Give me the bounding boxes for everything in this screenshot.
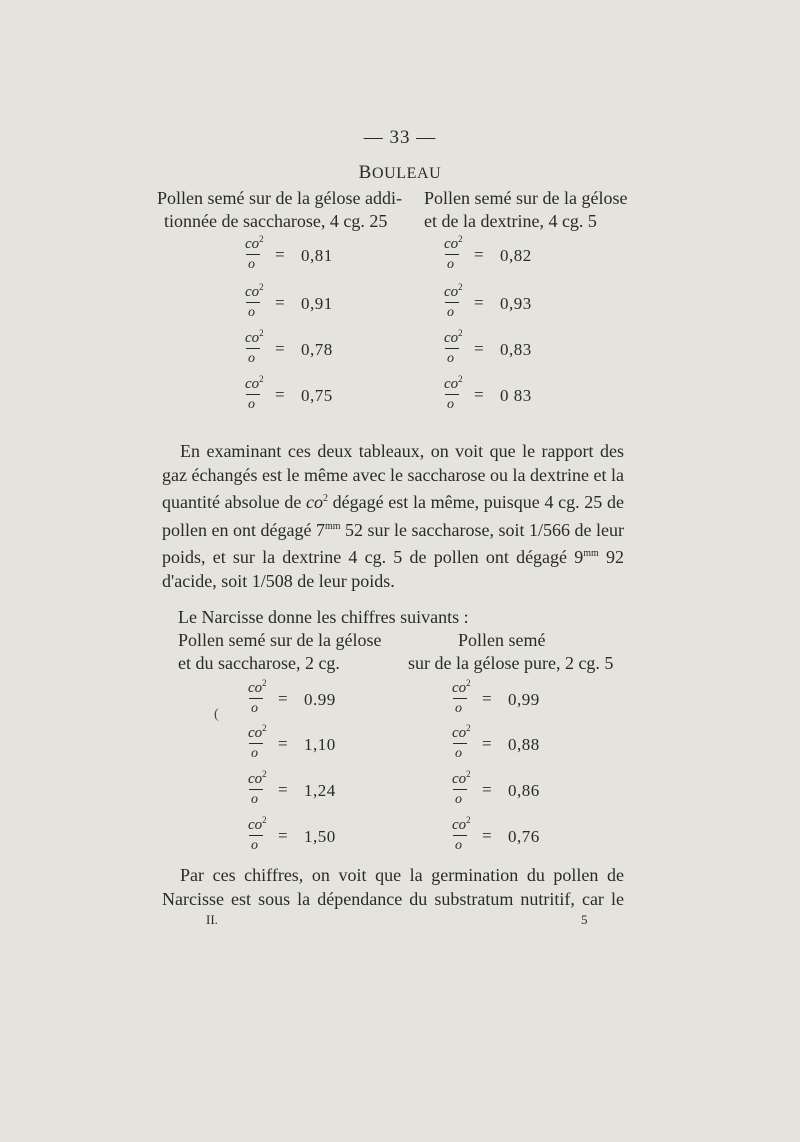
section-title-rest: OULEAU <box>371 165 442 182</box>
fraction-bar <box>453 835 467 836</box>
ratio-numerator: $co^2$ <box>452 769 471 787</box>
header-line: Pollen semé sur de la gélose addi- <box>157 188 402 208</box>
ratio-row <box>248 680 378 726</box>
fraction-bar <box>453 698 467 699</box>
ratio-denominator: o <box>447 351 454 366</box>
ratio-numerator: $co^2$ <box>245 234 264 252</box>
text-line: quantité absolue de $co^2$ dégagé est la même, puisque 4 cg. 25 de <box>162 492 624 512</box>
fraction-bar <box>453 743 467 744</box>
ratio-denominator: o <box>251 746 258 761</box>
equals-sign: = <box>275 293 285 312</box>
page-number: — 33 — <box>363 127 437 148</box>
ratio-value: 0,81 <box>301 246 333 265</box>
narcisse-right-header <box>408 629 613 675</box>
ratio-value: 0.99 <box>304 690 336 709</box>
ratio-value: 1,50 <box>304 827 336 846</box>
equals-sign: = <box>278 826 288 845</box>
fraction-bar <box>249 698 263 699</box>
text-line: poids, et sur la dextrine 4 cg. 5 de pollen ont dégagé $9^{mm}$ 92 <box>162 547 625 567</box>
equals-sign: = <box>278 689 288 708</box>
narcisse-intro: Le Narcisse donne les chiffres suivants : <box>178 607 469 627</box>
ratio-denominator: o <box>455 838 462 853</box>
section-title-initial: B <box>358 162 372 183</box>
ratio-row <box>245 330 375 376</box>
fraction-bar <box>246 302 260 303</box>
ratio-denominator: o <box>455 701 462 716</box>
ratio-row <box>245 376 375 422</box>
equals-sign: = <box>278 734 288 753</box>
ratio-denominator: o <box>251 792 258 807</box>
text-line: Narcisse est sous la dépendance du substratum nutritif, car le <box>162 888 624 909</box>
signature-number: 5 <box>581 912 588 927</box>
ratio-denominator: o <box>447 397 454 412</box>
ratio-row <box>444 236 574 282</box>
equals-sign: = <box>482 734 492 753</box>
header-line: Pollen semé <box>458 630 546 650</box>
signature-mark: II. <box>206 912 218 927</box>
text-line: gaz échangés est le même avec le saccharose ou la dextrine et la <box>162 464 624 485</box>
equals-sign: = <box>474 245 484 264</box>
ratio-value: 0,93 <box>500 294 532 313</box>
equals-sign: = <box>482 826 492 845</box>
paragraph-narcisse <box>162 864 624 911</box>
equals-sign: = <box>275 385 285 404</box>
ratio-value: 1,24 <box>304 781 336 800</box>
ratio-row <box>248 725 378 771</box>
fraction-bar <box>249 789 263 790</box>
fraction-bar <box>249 743 263 744</box>
fraction-bar <box>445 394 459 395</box>
ratio-denominator: o <box>248 397 255 412</box>
ratio-row <box>452 680 582 726</box>
ratio-row <box>444 376 574 422</box>
text-line: pollen en ont dégagé $7^{mm}$ 52 sur le saccharose, soit 1/566 de leur <box>162 519 625 540</box>
ratio-value: 0 83 <box>500 386 532 405</box>
ratio-numerator: $co^2$ <box>444 282 463 300</box>
ratio-row <box>452 725 582 771</box>
equals-sign: = <box>275 245 285 264</box>
ratio-denominator: o <box>248 351 255 366</box>
ratio-row <box>245 284 375 330</box>
ratio-numerator: $co^2$ <box>245 282 264 300</box>
text-line: Par ces chiffres, on voit que la germination du pollen de <box>180 865 624 885</box>
margin-mark: ( <box>214 707 219 722</box>
fraction-bar <box>445 302 459 303</box>
ratio-row <box>452 817 582 863</box>
header-line: et du saccharose, 2 cg. <box>178 653 340 673</box>
ratio-row <box>248 771 378 817</box>
text-line: d'acide, soit 1/508 de leur poids. <box>162 570 395 591</box>
section-title <box>0 162 800 184</box>
fraction-bar <box>246 394 260 395</box>
equals-sign: = <box>474 385 484 404</box>
equals-sign: = <box>278 780 288 799</box>
ratio-value: 0,78 <box>301 340 333 359</box>
ratio-value: 0,91 <box>301 294 333 313</box>
fraction-bar <box>246 254 260 255</box>
bouleau-left-header <box>157 187 402 233</box>
fraction-bar <box>445 348 459 349</box>
ratio-numerator: $co^2$ <box>444 234 463 252</box>
ratio-row <box>452 771 582 817</box>
ratio-denominator: o <box>251 838 258 853</box>
equals-sign: = <box>482 689 492 708</box>
ratio-denominator: o <box>248 257 255 272</box>
narcisse-left-header <box>178 629 381 675</box>
header-line: et de la dextrine, 4 cg. 5 <box>424 211 597 231</box>
equals-sign: = <box>275 339 285 358</box>
ratio-value: 0,83 <box>500 340 532 359</box>
ratio-denominator: o <box>248 305 255 320</box>
ratio-numerator: $co^2$ <box>452 678 471 696</box>
ratio-value: 0,86 <box>508 781 540 800</box>
bouleau-right-header <box>424 187 627 233</box>
ratio-numerator: $co^2$ <box>452 815 471 833</box>
ratio-numerator: $co^2$ <box>248 769 267 787</box>
ratio-denominator: o <box>251 701 258 716</box>
ratio-numerator: $co^2$ <box>444 374 463 392</box>
ratio-row <box>444 284 574 330</box>
ratio-numerator: $co^2$ <box>248 678 267 696</box>
ratio-row <box>245 236 375 282</box>
ratio-value: 0,75 <box>301 386 333 405</box>
ratio-value: 1,10 <box>304 735 336 754</box>
ratio-numerator: $co^2$ <box>245 328 264 346</box>
fraction-bar <box>445 254 459 255</box>
ratio-numerator: $co^2$ <box>248 815 267 833</box>
ratio-numerator: $co^2$ <box>444 328 463 346</box>
ratio-value: 0,82 <box>500 246 532 265</box>
equals-sign: = <box>474 339 484 358</box>
ratio-denominator: o <box>455 746 462 761</box>
ratio-value: 0,99 <box>508 690 540 709</box>
header-line: tionnée de saccharose, 4 cg. 25 <box>164 211 388 231</box>
header-line: Pollen semé sur de la gélose <box>424 188 628 208</box>
ratio-denominator: o <box>447 257 454 272</box>
paragraph-bouleau <box>162 440 624 593</box>
fraction-bar <box>453 789 467 790</box>
header-line: sur de la gélose pure, 2 cg. 5 <box>408 653 614 673</box>
ratio-numerator: $co^2$ <box>248 723 267 741</box>
fraction-bar <box>246 348 260 349</box>
equals-sign: = <box>482 780 492 799</box>
ratio-value: 0,76 <box>508 827 540 846</box>
header-line: Pollen semé sur de la gélose <box>178 630 382 650</box>
ratio-denominator: o <box>447 305 454 320</box>
ratio-row <box>248 817 378 863</box>
ratio-value: 0,88 <box>508 735 540 754</box>
text-line: En examinant ces deux tableaux, on voit que le rapport des <box>180 441 624 461</box>
fraction-bar <box>249 835 263 836</box>
ratio-row <box>444 330 574 376</box>
ratio-numerator: $co^2$ <box>452 723 471 741</box>
ratio-numerator: $co^2$ <box>245 374 264 392</box>
ratio-denominator: o <box>455 792 462 807</box>
equals-sign: = <box>474 293 484 312</box>
